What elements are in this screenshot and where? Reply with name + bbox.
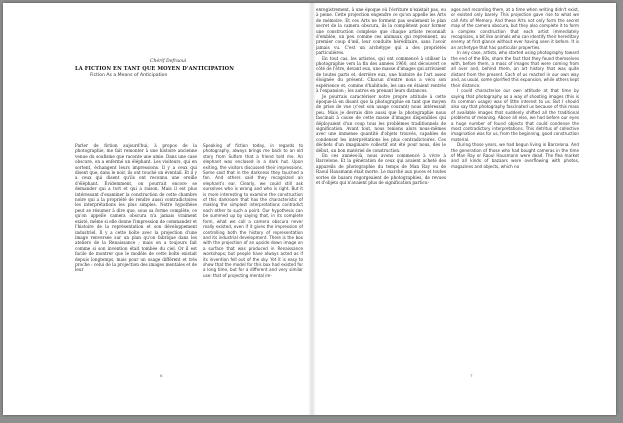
title-french: LA FICTION EN TANT QUE MOYEN D'ANTICIPATION bbox=[75, 66, 234, 72]
paragraph: In any case, artists, who started using photography toward the end of the 60s, share the fact that they found themselves with, before them, a mass of images that were coming from all over and, behind them, an art history that was quite distant from the present. Each of us reacted in our own way and, as usual, some glorified this expansion, while others kept their distance. bbox=[451, 50, 579, 88]
article-header bbox=[75, 59, 315, 78]
paragraph: En ces années-là, nous avons commencé à vivre à Barcelone. Et la génération de ceux qui avaient acheté des appareils de photographie du temps de Man Ray ou de Raoul Hausmann était morte. Le marché aux puces et toutes sortes de bazars regorgeaient de photographies, de revues et d'objets qui n'avaient plus de signification particu- bbox=[316, 152, 446, 185]
paragraph: Speaking of fiction today, in regards to photography, always brings me back to an old story from Sufism that a friend told me. An elephant was enclosed in a dark hut. Upon exiting, the visitors discussed their impressions. Some said that in the darkness they touched a fan. And others said they recognized an elephant's ear. Clearly, we could still ask ourselves who is wrong and who is right. But it is more interesting to examine the construction of this darkroom that has the characteristic of making the simplest interpretations contradict each other to such a point. Our hypothesis can be summed up by saying that, in its complete form, what we call a camera obscura never really existed, even if it gives the impression of controlling both the history of representation and its industrial development. There is the box with the projection of an upside down image on a surface that was produced in Renaissance workshops; but people have always acted as if its invention fell out of the sky. Yet it is easy to show that the model for this box had existed for a long time, but for a different and very similar use: that of projecting mental im- bbox=[203, 143, 303, 278]
left-column-french bbox=[75, 143, 197, 373]
paragraph: enregistrement, à une époque où l'écriture n'existait pas, ou à peine. Cette projection engendre ce qu'on appelle les Arts de mémoire. Et ces Arts ne forment pas seulement le plan secret de la camera obscura, ils la complètent pour former une construction complexe que chaque artiste reconnaît d'emblée, un peu comme ces animaux qui reprennent, au premier coup d'œil, leur conduite héréditaire, sans l'avoir jamais vu. C'est un archétype qui a des propriétés particulières. bbox=[316, 7, 446, 56]
paragraph: Parler de fiction aujourd'hui, à propos de la photographie, me fait remonter à une histoire ancienne venue du soufisme que raconte une amie. Dans une case obscure, on a enfermé un éléphant. Les visiteurs, qui en sortent, échangent leurs impressions. Il y a ceux qui disent que, dans le noir, ils ont touché un éventail. Et il y a ceux qui disent qu'ils ont reconnu une oreille d'éléphant. Évidemment, on pourrait encore se demander qui a tort et qui a raison. Mais il est plus intéressant d'examiner la construction de cette chambre noire qui a la propriété de rendre aussi contradictoires les interprétations les plus simples. Notre hypothèse peut se résumer à dire que, sous sa forme complète, ce qu'on appelle camera obscura n'a jamais vraiment existé, même si elle donne l'impression de commander et l'histoire de la représentation et son développement industriel. Il y a cette boîte avec la projection d'une image renversée sur un plan qu'on fabrique dans les ateliers de la Renaissance ; mais on a toujours fait comme si son invention était tombée du ciel. Or il est facile de montrer que le modèle de cette boîte existait depuis longtemps, mais pour un usage différent et très proche : celui de la projection des images mentales et de leur bbox=[75, 143, 197, 273]
paragraph: Je pourrais caractériser notre propre attitude à cette époque-là en disant que la photographie en tant que moyen de prise de vue (c'est son usage courant) nous intéressait peu. Mais je devrais dire aussi que la photographie nous fascinait à cause de cette masse d'images disponibles qui déployaient d'un coup tous les problèmes traditionnels de signification. Avant tout, nous tenions alors nous-mêmes avec une immense quantité d'objets trouvés, capables de condenser les interprétations les plus contradictoires. Ces déchets d'un imaginaire collectif ont été pour nous, dès le début, un bon matériel de construction. bbox=[316, 93, 446, 153]
book-spread bbox=[3, 3, 616, 415]
author-name: Chérif Defraoui bbox=[150, 59, 187, 64]
paragraph: En tout cas, les artistes, qui ont commencé à utiliser la photographie vers la fin des années 1960, ont découvert ce côté de l'être, devant eux, une masse d'images qui arrivaient de toutes parts et, derrière eux, une histoire de l'art assez éloignée du présent. Chacun d'entre nous a vécu son expérience et, comme d'habitude, les uns en étaient rentrés à l'expansion ; les autres en prenant leurs distances. bbox=[316, 55, 446, 94]
right-column-english bbox=[451, 7, 579, 371]
left-column-english bbox=[203, 143, 303, 373]
title-english: Fiction As a Means of Anticipation bbox=[90, 73, 168, 78]
right-column-french bbox=[316, 7, 446, 371]
page-number-left: 6 bbox=[160, 373, 163, 378]
page-number-right: 7 bbox=[470, 373, 473, 378]
paragraph: I could characterise our own attitude at that time by saying that photography as a way of shooting images (this is its common usage) was of little interest to us. But I should also say that photography fascinated us because of this mass of available images that suddenly shifted all the traditional problems of meaning. Above all else, we had before our eyes a huge number of found objects that could condense the most contradictory interpretations. This detritus of collective imagination was for us, from the beginning, good construction material. bbox=[451, 88, 579, 142]
paragraph: During those years, we had begun living in Barcelona. And the generation of those who had bought cameras in the time of Man Ray or Raoul Hausmann were dead. The flea market and all kinds of bazaars were overflowing with photos, magazines and objects, which no bbox=[451, 142, 579, 169]
paragraph: ages and recording them, at a time when writing didn't exist, or existed only barely. This projection gave rise to what we call Arts of Memory. And these Arts not only form the secret map of the camera obscura, but they also complete it to form a complex construction that each artist immediately recognizes, a bit like animals who can identify their hereditary enemy at first glance without ever having seen it before. It is an archetype that has particular properties. bbox=[451, 7, 579, 50]
